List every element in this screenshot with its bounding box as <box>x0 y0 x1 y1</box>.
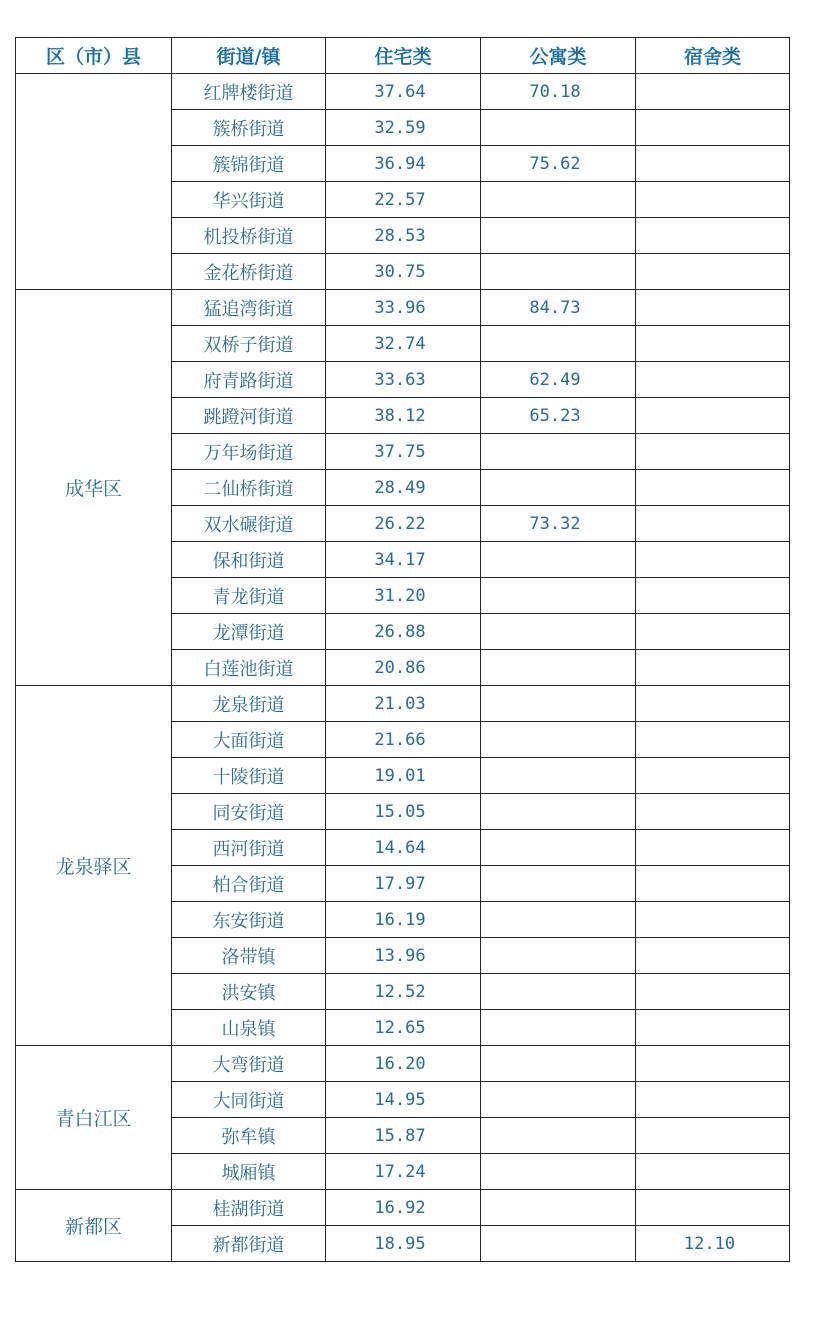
dormitory-cell <box>636 866 790 902</box>
street-cell: 簇桥街道 <box>172 110 326 146</box>
apartment-cell <box>481 110 636 146</box>
street-cell: 青龙街道 <box>172 578 326 614</box>
header-residential: 住宅类 <box>326 38 481 74</box>
dormitory-cell <box>636 1082 790 1118</box>
residential-cell: 36.94 <box>326 146 481 182</box>
table-row <box>16 1190 790 1226</box>
dormitory-cell <box>636 614 790 650</box>
residential-cell: 16.92 <box>326 1190 481 1226</box>
dormitory-cell <box>636 362 790 398</box>
apartment-cell <box>481 1118 636 1154</box>
dormitory-cell <box>636 938 790 974</box>
dormitory-cell <box>636 506 790 542</box>
dormitory-cell <box>636 1190 790 1226</box>
residential-cell: 32.59 <box>326 110 481 146</box>
apartment-cell <box>481 326 636 362</box>
dormitory-cell <box>636 110 790 146</box>
street-cell: 龙潭街道 <box>172 614 326 650</box>
dormitory-cell <box>636 758 790 794</box>
dormitory-cell <box>636 1010 790 1046</box>
dormitory-cell <box>636 182 790 218</box>
dormitory-cell <box>636 722 790 758</box>
street-cell: 东安街道 <box>172 902 326 938</box>
apartment-cell <box>481 866 636 902</box>
apartment-cell <box>481 1154 636 1190</box>
header-row <box>16 38 790 74</box>
apartment-cell <box>481 578 636 614</box>
residential-cell: 16.20 <box>326 1046 481 1082</box>
dormitory-cell <box>636 326 790 362</box>
apartment-cell <box>481 542 636 578</box>
apartment-cell <box>481 1046 636 1082</box>
apartment-cell <box>481 650 636 686</box>
street-cell: 华兴街道 <box>172 182 326 218</box>
street-cell: 双水碾街道 <box>172 506 326 542</box>
apartment-cell: 70.18 <box>481 74 636 110</box>
apartment-cell <box>481 614 636 650</box>
residential-cell: 33.96 <box>326 290 481 326</box>
apartment-cell <box>481 794 636 830</box>
dormitory-cell <box>636 686 790 722</box>
apartment-cell <box>481 470 636 506</box>
street-cell: 机投桥街道 <box>172 218 326 254</box>
street-cell: 大弯街道 <box>172 1046 326 1082</box>
header-dormitory: 宿舍类 <box>636 38 790 74</box>
apartment-cell <box>481 938 636 974</box>
street-cell: 洪安镇 <box>172 974 326 1010</box>
dormitory-cell <box>636 974 790 1010</box>
residential-cell: 28.49 <box>326 470 481 506</box>
header-district: 区（市）县 <box>16 38 172 74</box>
district-cell: 龙泉驿区 <box>16 686 172 1046</box>
apartment-cell <box>481 902 636 938</box>
dormitory-cell <box>636 1118 790 1154</box>
dormitory-cell <box>636 470 790 506</box>
dormitory-cell <box>636 146 790 182</box>
residential-cell: 28.53 <box>326 218 481 254</box>
dormitory-cell <box>636 74 790 110</box>
dormitory-cell <box>636 434 790 470</box>
dormitory-cell: 12.10 <box>636 1226 790 1262</box>
street-cell: 十陵街道 <box>172 758 326 794</box>
apartment-cell <box>481 758 636 794</box>
district-cell: 成华区 <box>16 290 172 686</box>
street-cell: 金花桥街道 <box>172 254 326 290</box>
street-cell: 簇锦街道 <box>172 146 326 182</box>
district-cell: 青白江区 <box>16 1046 172 1190</box>
street-cell: 龙泉街道 <box>172 686 326 722</box>
apartment-cell <box>481 1010 636 1046</box>
residential-cell: 17.24 <box>326 1154 481 1190</box>
street-cell: 新都街道 <box>172 1226 326 1262</box>
residential-cell: 15.87 <box>326 1118 481 1154</box>
table-row <box>16 74 790 110</box>
street-cell: 红牌楼街道 <box>172 74 326 110</box>
dormitory-cell <box>636 290 790 326</box>
residential-cell: 15.05 <box>326 794 481 830</box>
residential-cell: 16.19 <box>326 902 481 938</box>
residential-cell: 32.74 <box>326 326 481 362</box>
apartment-cell <box>481 830 636 866</box>
residential-cell: 22.57 <box>326 182 481 218</box>
residential-cell: 12.65 <box>326 1010 481 1046</box>
district-cell: 新都区 <box>16 1190 172 1262</box>
dormitory-cell <box>636 1154 790 1190</box>
residential-cell: 14.64 <box>326 830 481 866</box>
street-cell: 保和街道 <box>172 542 326 578</box>
residential-cell: 26.22 <box>326 506 481 542</box>
header-apartment: 公寓类 <box>481 38 636 74</box>
apartment-cell <box>481 686 636 722</box>
apartment-cell <box>481 254 636 290</box>
residential-cell: 14.95 <box>326 1082 481 1118</box>
street-cell: 桂湖街道 <box>172 1190 326 1226</box>
street-cell: 同安街道 <box>172 794 326 830</box>
apartment-cell: 84.73 <box>481 290 636 326</box>
residential-cell: 34.17 <box>326 542 481 578</box>
street-cell: 白莲池街道 <box>172 650 326 686</box>
dormitory-cell <box>636 218 790 254</box>
street-cell: 洛带镇 <box>172 938 326 974</box>
dormitory-cell <box>636 578 790 614</box>
residential-cell: 17.97 <box>326 866 481 902</box>
district-cell <box>16 74 172 290</box>
residential-cell: 20.86 <box>326 650 481 686</box>
dormitory-cell <box>636 794 790 830</box>
street-cell: 跳蹬河街道 <box>172 398 326 434</box>
street-cell: 城厢镇 <box>172 1154 326 1190</box>
street-cell: 双桥子街道 <box>172 326 326 362</box>
street-cell: 弥牟镇 <box>172 1118 326 1154</box>
apartment-cell <box>481 974 636 1010</box>
street-cell: 大同街道 <box>172 1082 326 1118</box>
residential-cell: 18.95 <box>326 1226 481 1262</box>
header-street: 街道/镇 <box>172 38 326 74</box>
street-cell: 柏合街道 <box>172 866 326 902</box>
table-row <box>16 686 790 722</box>
dormitory-cell <box>636 830 790 866</box>
residential-cell: 12.52 <box>326 974 481 1010</box>
apartment-cell <box>481 1082 636 1118</box>
apartment-cell <box>481 722 636 758</box>
price-table <box>15 37 790 1262</box>
apartment-cell <box>481 434 636 470</box>
apartment-cell: 75.62 <box>481 146 636 182</box>
residential-cell: 13.96 <box>326 938 481 974</box>
apartment-cell <box>481 182 636 218</box>
residential-cell: 19.01 <box>326 758 481 794</box>
apartment-cell <box>481 1190 636 1226</box>
street-cell: 西河街道 <box>172 830 326 866</box>
table-body <box>16 74 790 1262</box>
apartment-cell <box>481 1226 636 1262</box>
residential-cell: 21.66 <box>326 722 481 758</box>
residential-cell: 37.64 <box>326 74 481 110</box>
apartment-cell: 73.32 <box>481 506 636 542</box>
street-cell: 万年场街道 <box>172 434 326 470</box>
street-cell: 大面街道 <box>172 722 326 758</box>
residential-cell: 26.88 <box>326 614 481 650</box>
residential-cell: 30.75 <box>326 254 481 290</box>
street-cell: 二仙桥街道 <box>172 470 326 506</box>
residential-cell: 37.75 <box>326 434 481 470</box>
table-row <box>16 290 790 326</box>
residential-cell: 38.12 <box>326 398 481 434</box>
dormitory-cell <box>636 254 790 290</box>
street-cell: 山泉镇 <box>172 1010 326 1046</box>
street-cell: 猛追湾街道 <box>172 290 326 326</box>
dormitory-cell <box>636 1046 790 1082</box>
table-row <box>16 1046 790 1082</box>
residential-cell: 31.20 <box>326 578 481 614</box>
dormitory-cell <box>636 542 790 578</box>
apartment-cell: 62.49 <box>481 362 636 398</box>
dormitory-cell <box>636 650 790 686</box>
dormitory-cell <box>636 902 790 938</box>
dormitory-cell <box>636 398 790 434</box>
street-cell: 府青路街道 <box>172 362 326 398</box>
apartment-cell: 65.23 <box>481 398 636 434</box>
apartment-cell <box>481 218 636 254</box>
residential-cell: 21.03 <box>326 686 481 722</box>
residential-cell: 33.63 <box>326 362 481 398</box>
